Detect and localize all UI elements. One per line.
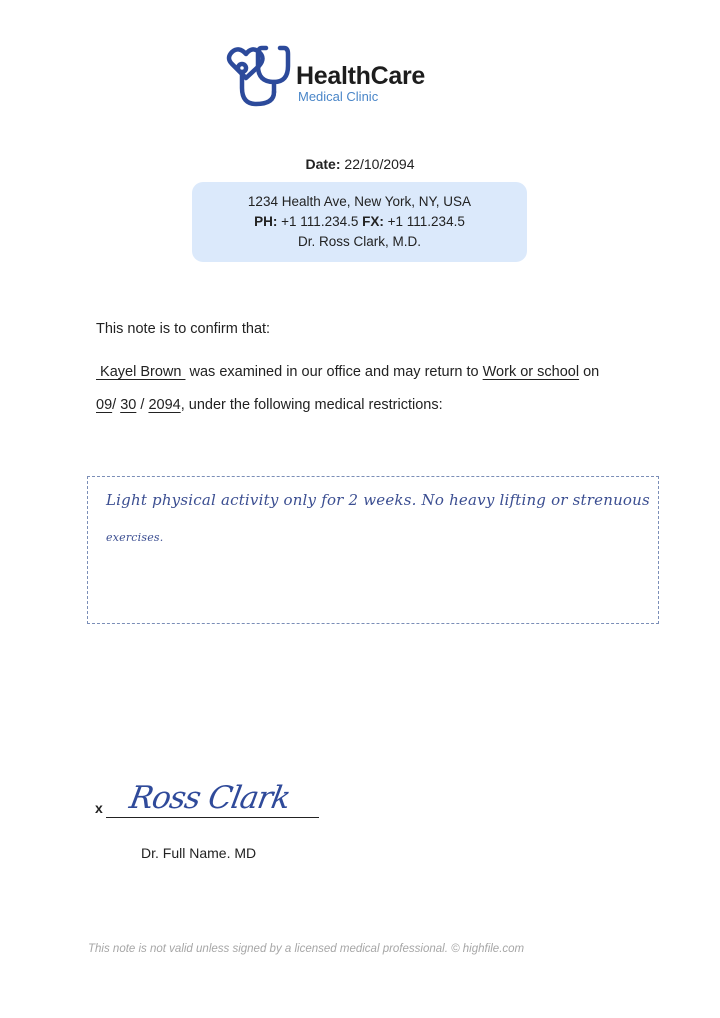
phone-label: PH:: [254, 214, 278, 229]
footer-disclaimer: This note is not valid unless signed by a licensed medical professional. © highfile.com: [88, 943, 525, 955]
date-label: Date:: [305, 156, 341, 172]
clinic-contact: [192, 212, 527, 232]
clinic-logo: [222, 42, 425, 110]
heart-stethoscope-icon: [222, 42, 292, 110]
signature-caption: Dr. Full Name. MD: [141, 845, 257, 861]
clinic-info-box: [192, 182, 527, 262]
restrictions-line-1: Light physical activity only for 2 weeks. No heavy lifting or strenuous: [106, 491, 650, 509]
brand-name: HealthCare: [296, 62, 425, 90]
doctor-signature: Ross Clark: [126, 780, 293, 816]
examined-text: was examined in our office and may return to: [189, 364, 479, 380]
note-intro: This note is to confirm that:: [96, 321, 271, 337]
brand-tagline: Medical Clinic: [298, 89, 379, 104]
signature-x-mark: x: [95, 800, 103, 816]
note-line-1: [96, 364, 599, 380]
on-text: on: [583, 364, 600, 380]
note-line-2: 09/ 30 / 2094, under the following medical restrictions:: [96, 397, 443, 413]
return-month: 09: [96, 397, 113, 413]
fax-value: +1 111.234.5: [387, 214, 465, 229]
patient-name: Kayel Brown: [96, 364, 186, 380]
restrictions-line-2: exercises.: [106, 531, 164, 544]
return-to: Work or school: [482, 364, 580, 380]
restrictions-box: [87, 476, 659, 624]
phone-value: +1 111.234.5: [281, 214, 359, 229]
return-year: 2094: [148, 397, 181, 413]
fax-label: FX:: [362, 214, 384, 229]
date-value: 22/10/2094: [344, 156, 415, 172]
signature-line: [106, 817, 319, 818]
clinic-address: 1234 Health Ave, New York, NY, USA: [247, 194, 472, 209]
note-date: [0, 156, 720, 172]
return-day: 30: [120, 397, 137, 413]
clinic-doctor: Dr. Ross Clark, M.D.: [297, 234, 421, 249]
restrictions-intro: , under the following medical restrictions:: [180, 397, 443, 413]
